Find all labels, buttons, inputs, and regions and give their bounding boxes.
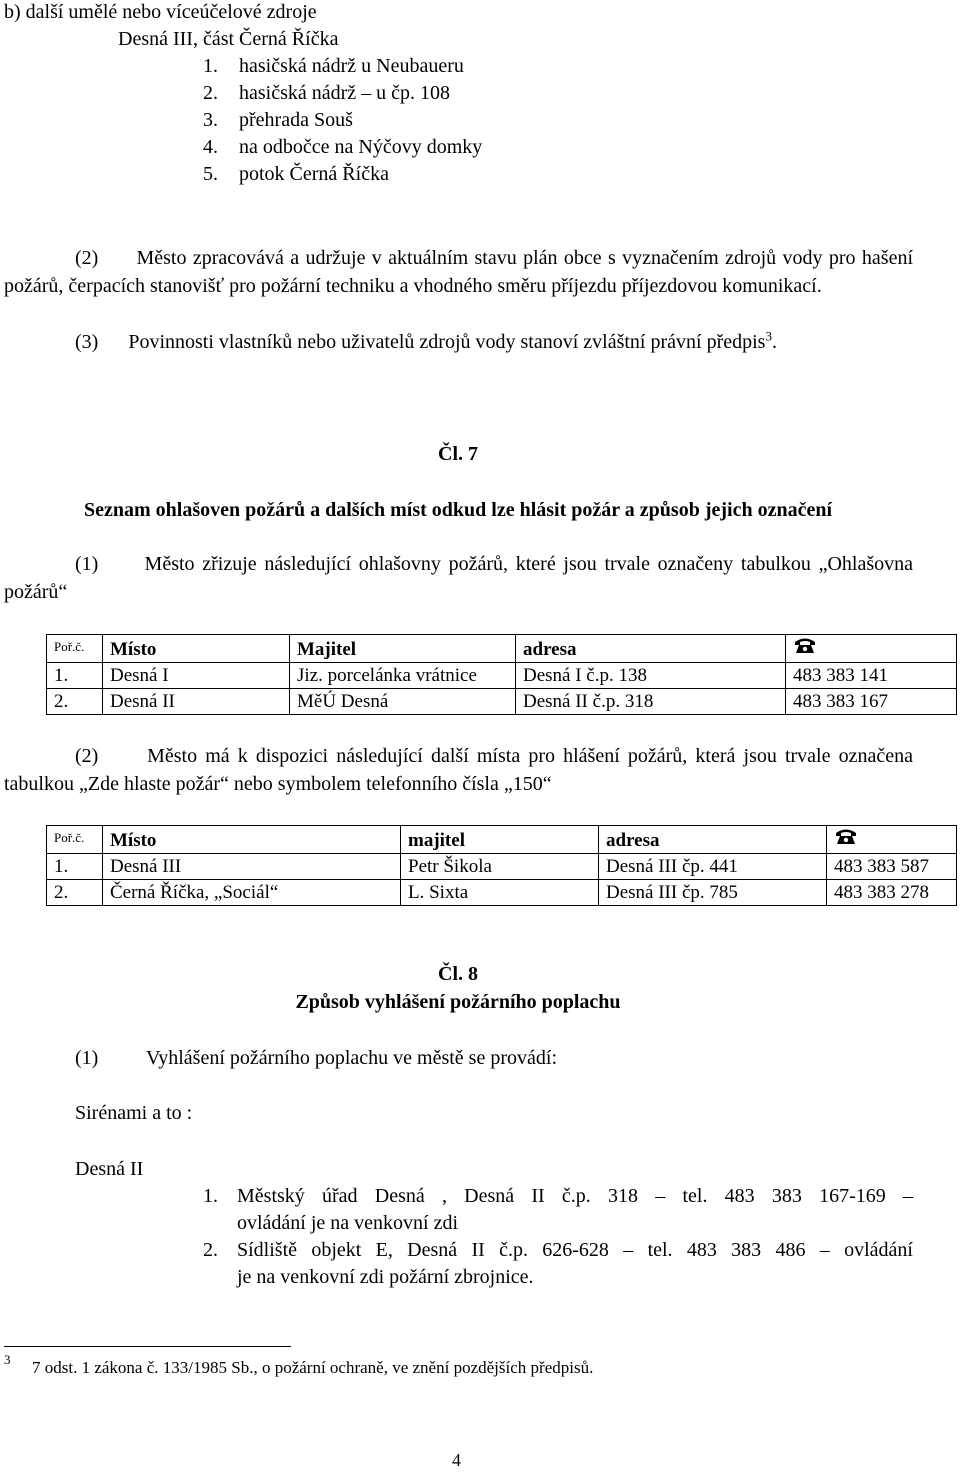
table-header-cell: Majitel: [290, 635, 516, 663]
list-item: Městský úřad Desná , Desná II č.p. 318 – tel. 483 383 167-169 –: [237, 1185, 913, 1207]
table-header-cell: Poř.č.: [47, 826, 103, 854]
table-header-cell: adresa: [516, 635, 786, 663]
table-header-cell: adresa: [599, 826, 827, 854]
list-item-number: 5.: [203, 163, 218, 185]
table-header-cell: [827, 826, 957, 854]
list-item: hasičská nádrž u Neubaueru: [239, 55, 464, 77]
sirens-label: Sirénami a to :: [75, 1102, 193, 1124]
table-row: 2. Černá Říčka, „Sociál“ L. Sixta Desná III čp. 785 483 383 278: [47, 880, 957, 906]
article-7-subtitle: Seznam ohlašoven požárů a dalších míst odkud lze hlásit požár a způsob jejich označení: [83, 499, 833, 521]
paragraph-number: (2): [75, 745, 99, 767]
list-item-continuation: ovládání je na venkovní zdi: [237, 1212, 459, 1234]
table-header-cell: majitel: [401, 826, 599, 854]
paragraph-2: [4, 244, 913, 300]
list-item-number: 2.: [203, 82, 218, 104]
list-item-number: 4.: [203, 136, 218, 158]
paragraph-number: (1): [75, 553, 99, 575]
list-item-number: 2.: [203, 1239, 218, 1261]
list-item: hasičská nádrž – u čp. 108: [239, 82, 451, 104]
list-item-number: 1.: [203, 1185, 218, 1207]
list-item-continuation: je na venkovní zdi požární zbrojnice.: [237, 1266, 534, 1288]
article-8-subtitle: Způsob vyhlášení požárního poplachu: [295, 991, 621, 1013]
paragraph-3: (3) Povinnosti vlastníků nebo uživatelů zdrojů vody stanoví zvláštní právní předpis$^3$.: [75, 328, 777, 353]
table-header-cell: Poř.č.: [47, 635, 103, 663]
paragraph-text: Město má k dispozici následující další místa pro hlášení požárů, která jsou trvale označena tabulkou „Zde hlaste požár“ nebo symbolem telefonního čísla „150“: [4, 745, 914, 795]
table-header-row: [47, 635, 957, 663]
footnote-number: 3: [4, 1352, 11, 1367]
telephone-icon: [834, 826, 858, 846]
table-header-cell: Místo: [103, 826, 401, 854]
location-label: Desná II: [75, 1158, 144, 1180]
list-item: na odbočce na Nýčovy domky: [239, 136, 483, 158]
telephone-icon: [793, 635, 817, 655]
table-row: 1. Desná III Petr Šikola Desná III čp. 441 483 383 587: [47, 854, 957, 880]
paragraph-number: (1): [75, 1047, 99, 1069]
list-item: přehrada Souš: [239, 109, 353, 131]
table-ohlasovny: [46, 634, 957, 715]
section-b-heading: b) další umělé nebo víceúčelové zdroje: [4, 1, 317, 23]
footnote-separator: [4, 1346, 291, 1347]
table-row: 1. Desná I Jiz. porcelánka vrátnice Desná I č.p. 138 483 383 141: [47, 663, 957, 689]
table-header-cell: Místo: [103, 635, 290, 663]
section-b-subheading: Desná III, část Černá Říčka: [118, 28, 339, 50]
paragraph-number: (3): [75, 331, 99, 353]
table-header-row: [47, 826, 957, 854]
page-number: 4: [452, 1450, 461, 1470]
article-8-title: Čl. 8: [438, 963, 478, 985]
paragraph-number: (2): [75, 247, 99, 269]
footnote-text: 7 odst. 1 zákona č. 133/1985 Sb., o požární ochraně, ve znění pozdějších předpisů.: [32, 1358, 594, 1377]
article-7-paragraph-2: [4, 742, 913, 798]
paragraph-text: Město zřizuje následující ohlašovny požárů, které jsou trvale označeny tabulkou „Ohlašovna požárů“: [4, 553, 913, 603]
list-item-number: 3.: [203, 109, 218, 131]
footnote-ref[interactable]: 3: [765, 328, 772, 344]
list-item-number: 1.: [203, 55, 218, 77]
paragraph-text: Město zpracovává a udržuje v aktuálním stavu plán obce s vyznačením zdrojů vody pro hašení požárů, čerpacích stanovišť pro požární techniku a vhodného směru příjezdu příjezdovou komunikací.: [4, 247, 914, 297]
table-header-cell: [786, 635, 957, 663]
table-hlaseni: [46, 825, 957, 906]
list-item: potok Černá Říčka: [239, 163, 389, 185]
article-7-title: Čl. 7: [438, 443, 478, 465]
list-item: Sídliště objekt E, Desná II č.p. 626-628 – tel. 483 383 486 – ovládání: [237, 1239, 913, 1261]
article-7-paragraph-1: [4, 550, 913, 606]
article-8-paragraph-1: Vyhlášení požárního poplachu ve městě se provádí:: [146, 1047, 557, 1069]
table-row: 2. Desná II MěÚ Desná Desná II č.p. 318 483 383 167: [47, 689, 957, 715]
paragraph-text: Povinnosti vlastníků nebo uživatelů zdrojů vody stanoví zvláštní právní předpis: [128, 331, 766, 353]
